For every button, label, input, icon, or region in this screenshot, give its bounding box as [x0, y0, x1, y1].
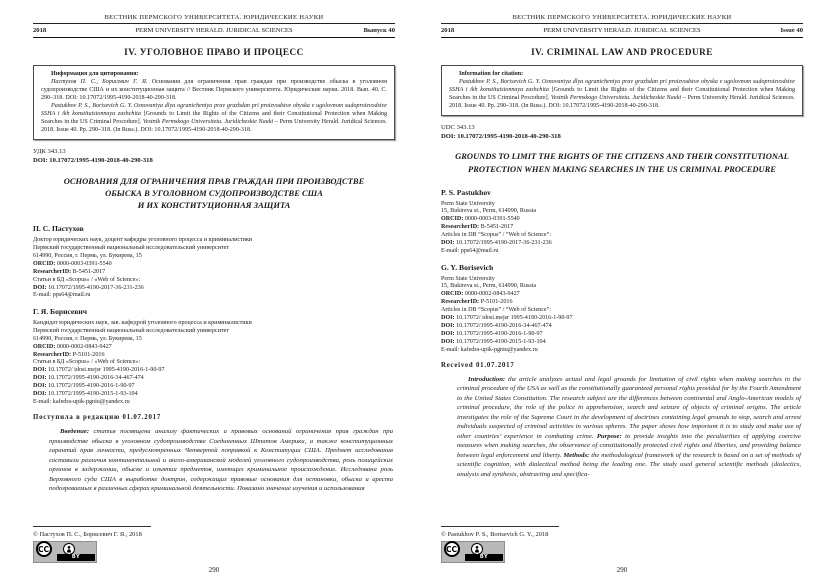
author-address: 15, Bukireva st., Perm, 614990, Russia [441, 283, 537, 290]
journal-title-en: PERM UNIVERSITY HERALD. JURIDICAL SCIENCES [543, 26, 701, 34]
citation-box [33, 65, 395, 140]
journal-subheader [441, 24, 803, 38]
doi-label: DOI: [33, 367, 47, 374]
abstract [457, 375, 801, 480]
doi-label: DOI: [33, 391, 47, 398]
author-affiliation: Perm State University [441, 275, 495, 282]
author-affiliation: Perm State University [441, 200, 495, 207]
citation-transliterated [449, 78, 795, 110]
article-title-line: ОБЫСКА В УГОЛОВНОМ СУДОПРОИЗВОДСТВЕ США [105, 187, 323, 198]
article-title [443, 150, 801, 175]
citation-box-title: Информация для цитирования: [51, 70, 139, 77]
cc-by-label: BY [465, 554, 503, 561]
author-researcher-id [33, 269, 395, 277]
citation-translit-title: Pastukhov P. S., Borisevich G. Y. Osnovaniya dlya ogranicheniya prav grazhdan pri proizvodstve obyska v ugolovnom sudoproizvodstve SSHA i ikh konstitutsionnaya zashchita [449, 78, 795, 93]
author-name: Г. Я. Борисевич [33, 307, 88, 317]
author-block [441, 181, 803, 256]
article-title [35, 175, 393, 212]
citation-box-title: Information for citation: [459, 70, 524, 77]
orcid-label: ORCID: [33, 343, 56, 350]
author-articles-line: Articles in DB “Scopus” / “Web of Science”: [441, 307, 552, 314]
citation-ru-authors: Пастухов П. С., Борисевич Г. Я. [51, 78, 148, 85]
author-details [441, 201, 803, 256]
section-title: IV. УГОЛОВНОЕ ПРАВО И ПРОЦЕСС [124, 46, 304, 57]
udc-line: UDC 343.13 [441, 123, 475, 131]
doi-label: DOI: [441, 330, 455, 337]
abstract-text: the methodological framework of the research is based on a set of methods of scientific cognition, with dialectical method being the leading one. The study used general scientific methods (dialectics, analysis and synthesis, abstracting and specifica- [457, 451, 801, 478]
author-name: П. С. Пастухов [33, 224, 84, 234]
udc-line: УДК 343.13 [33, 147, 66, 155]
doi-label: DOI: [33, 284, 47, 291]
footnote [33, 522, 395, 563]
citation-box [441, 65, 803, 116]
doi-value: 10.17072/1995-4190-2016-1-90-97 [48, 383, 135, 390]
author-doi [441, 339, 803, 347]
author-orcid [33, 344, 395, 352]
journal-issue: Issue 40 [780, 26, 803, 34]
doi-value: 10.17072/1995-4190-2016-1-90-97 [456, 330, 543, 337]
author-details [441, 276, 803, 355]
researcher-id-label: ResearcherID: [441, 299, 480, 306]
article-title-line: ОСНОВАНИЯ ДЛЯ ОГРАНИЧЕНИЯ ПРАВ ГРАЖДАН ПРИ ПРОИЗВОДСТВЕ [63, 175, 365, 186]
author-articles-line: Статьи в БД «Scopus» / «Web of Science»: [33, 276, 141, 283]
author-articles-line: Статьи в БД «Scopus» / «Web of Science»: [33, 359, 141, 366]
author-address: 614990, Россия, г. Пермь, ул. Букирева, 15 [33, 252, 142, 259]
doi-label: DOI: [441, 338, 455, 345]
orcid-value: 0000-0002-0843-9427 [56, 343, 112, 350]
abstract-text: to provide insights into the peculiarities of applying coercive measures when making searches, the observance of constitutionally protected civil rights and liberties, and providing balance between legal enforcement and liberty. [457, 432, 801, 459]
doi-label: DOI: [441, 315, 455, 322]
page-right [410, 0, 820, 580]
person-icon [471, 543, 483, 555]
author-doi [441, 323, 803, 331]
udc-block [441, 124, 803, 142]
abstract [49, 427, 393, 494]
orcid-label: ORCID: [441, 216, 464, 223]
footnote-rule [441, 526, 559, 527]
received-date-line: Received 01.07.2017 [441, 361, 515, 369]
author-name: P. S. Pastukhov [441, 188, 491, 198]
author-affiliation: Пермский государственный национальный исследовательский университет [33, 327, 230, 334]
author-doi [33, 285, 395, 293]
copyright-line: © Пастухов П. С., Борисевич Г. Я., 2018 [33, 530, 142, 538]
orcid-value: 0000-0003-0391-5540 [464, 216, 520, 223]
journal-issue: Выпуск 40 [363, 26, 395, 34]
researcher-id-value: P-5101-2016 [72, 351, 105, 358]
journal-year: 2018 [441, 26, 455, 34]
journal-title-ru: ВЕСТНИК ПЕРМСКОГО УНИВЕРСИТЕТА. ЮРИДИЧЕСКИЕ НАУКИ [441, 14, 803, 24]
citation-transliterated [41, 102, 387, 134]
author-orcid [33, 261, 395, 269]
abstract-text: статья посвящена анализу фактических и правовых оснований ограничения прав граждан при производстве обыска в уголовном судопроизводстве Соединенных Штатов Америки, а также конституционных гарантий прав личности, предусмотренных Четвертой поправкой к Конституции США. Предмет исследования составили различия континентальной и англо-американской моделей уголовного судопроизводства, роль полицейских органов в задержании, обыске и изъятии предметов, имеющих криминальное происхождение. Исследована роль Верховного суда США в выработке доктрин, содержащих правовые основания для остановки, обыска и ареста подозреваемых в различных сферах криминальной деятельности. Показано значение изучения и использования [49, 427, 393, 493]
researcher-id-value: B-5451-2017 [480, 224, 514, 231]
orcid-value: 0000-0002-0843-9427 [464, 291, 520, 298]
udc-block [33, 148, 395, 166]
copyright-line: © Pastukhov P. S., Borisevich G. Y., 2018 [441, 530, 549, 538]
doi-label: DOI: [441, 240, 455, 247]
author-researcher-id [441, 299, 803, 307]
doi-label: DOI: [33, 375, 47, 382]
citation-translit-brackets: [Grounds to Limit the Rights of the Citizens and their Constitutional Protection when Making Searches in the US Criminal Procedure]. [41, 110, 387, 125]
author-address: 15, Bukireva st., Perm, 614990, Russia [441, 208, 537, 215]
author-articles-line: Articles in DB “Scopus” / “Web of Science”: [441, 232, 552, 239]
author-address: 614990, Россия, г. Пермь, ул. Букирева, 15 [33, 335, 142, 342]
received-date-line: Поступила в редакцию 01.07.2017 [33, 413, 162, 421]
author-email: E-mail: pps64@mail.ru [441, 248, 499, 255]
doi-label: DOI: [33, 383, 47, 390]
author-degree: Доктор юридических наук, доцент кафедры уголовного процесса и криминалистики [33, 236, 253, 243]
orcid-label: ORCID: [441, 291, 464, 298]
footnote-rule [33, 526, 151, 527]
doi-value: 10.17072/1995-4190-2015-1-93-104 [456, 338, 546, 345]
author-email: E-mail: kafedra-upik-pgniu@yandex.ru [33, 399, 130, 406]
researcher-id-label: ResearcherID: [441, 224, 480, 231]
article-doi-line: DOI: 10.17072/1995-4190-2018-40-290-318 [441, 132, 561, 140]
journal-year: 2018 [33, 26, 47, 34]
author-name: G. Y. Borisevich [441, 263, 494, 273]
citation-russian [41, 78, 387, 102]
author-email: E-mail: kafedra-upik-pgniu@yandex.ru [441, 346, 538, 353]
doi-value: 10.17072/1995-4190-2016-34-467-474 [456, 323, 552, 330]
abstract-lead-label: Введение: [60, 427, 90, 435]
author-details [33, 237, 395, 300]
footnote [441, 522, 803, 563]
author-affiliation: Пермский государственный национальный исследовательский университет [33, 244, 230, 251]
author-orcid [441, 216, 803, 224]
author-doi [33, 367, 395, 375]
page-number: 290 [208, 566, 220, 574]
author-block [33, 217, 395, 300]
doi-value: 10.17072/ idosi.mejsr 1995-4190-2016-1-90-97 [456, 315, 573, 322]
author-doi [441, 315, 803, 323]
abstract-lead-label: Introduction: [468, 375, 506, 383]
orcid-value: 0000-0003-0391-5540 [56, 260, 112, 267]
cc-icon: CC [444, 541, 460, 557]
author-block [441, 256, 803, 355]
researcher-id-label: ResearcherID: [33, 268, 72, 275]
author-details [33, 320, 395, 407]
doi-value: 10.17072/1995-4190-2015-1-93-104 [48, 391, 138, 398]
article-title-line: PROTECTION WHEN MAKING SEARCHES IN THE US CRIMINAL PROCEDURE [468, 163, 776, 174]
citation-translit-brackets: [Grounds to Limit the Rights of the Citizens and their Constitutional Protection when Making Searches in the US Criminal Procedure]. [449, 86, 795, 101]
section-title: IV. CRIMINAL LAW AND PROCEDURE [531, 46, 713, 57]
page-number: 290 [616, 566, 628, 574]
researcher-id-value: P-5101-2016 [480, 299, 513, 306]
author-doi [441, 331, 803, 339]
article-doi-line: DOI: 10.17072/1995-4190-2018-40-290-318 [33, 156, 153, 164]
article-title-line: GROUNDS TO LIMIT THE RIGHTS OF THE CITIZENS AND THEIR CONSTITUTIONAL [455, 151, 789, 162]
citation-ru-text: Основания для ограничения прав граждан при производстве обыска в уголовном судопроизводстве США и их конституционная защита // Вестник Пермского университета. Юридические науки. 2018. Вып. 40. С. 290–318. DOI: 10.17072/1995-4190-2018-40-290-318. [41, 78, 387, 101]
cc-by-license-badge [441, 541, 505, 563]
author-block [33, 300, 395, 407]
author-email: E-mail: pps64@mail.ru [33, 292, 91, 299]
citation-translit-tail: – Perm University Herald. Juridical Sciences. 2018. Issue 40. Pp. 290–318. (In Russ.). DOI: 10.17072/1995-4190-2018-40-290-318. [449, 94, 795, 109]
author-orcid [441, 291, 803, 299]
cc-icon: CC [36, 541, 52, 557]
author-degree: Кандидат юридических наук, зав. кафедрой уголовного процесса и криминалистики [33, 319, 252, 326]
doi-value: 10.17072/1995-4190-2017-36-231-236 [48, 284, 144, 291]
journal-subheader [33, 24, 395, 38]
author-doi [33, 391, 395, 399]
citation-translit-journal: Vestnik Permskogo Universiteta. Juridicheskie Nauki [142, 118, 274, 125]
cc-by-license-badge [33, 541, 97, 563]
author-doi [33, 375, 395, 383]
citation-translit-tail: – Perm University Herald. Juridical Sciences. 2018. Issue 40. Pp. 290–318. (In Russ.). DOI: 10.17072/1995-4190-2018-40-290-318. [41, 118, 387, 133]
abstract-text: the article analyzes actual and legal grounds for limitation of civil rights when making searches in the criminal procedure of the USA as well as the constitutionally guaranteed personal rights provided for by the Fourth Amendment to the United States Constitution. The research subject are the differences between continental and Anglo-American models of criminal procedure, the role of the police in apprehension, search and seizure of objects of criminal origins. The article investigates the role of the Supreme Court in the development of doctrines containing legal grounds to stop, search and arrest individuals suspected of criminal activities in various spheres. The paper shows how important it is to study and make use of other countries’ experience in combating crime. [457, 375, 801, 440]
doi-value: 10.17072/ idosi.mejsr 1995-4190-2016-1-90-97 [48, 367, 165, 374]
researcher-id-value: B-5451-2017 [72, 268, 106, 275]
author-doi [441, 240, 803, 248]
citation-translit-journal: Vestnik Permskogo Universiteta. Juridicheskie Nauki [550, 94, 682, 101]
citation-translit-title: Pastukhov P. S., Borisevich G. Y. Osnovaniya dlya ogranicheniya prav grazhdan pri proizvodstve obyska v ugolovnom sudoproizvodstve SSHA i ikh konstitutsionnaya zashchita [41, 102, 387, 117]
article-title-line: И ИХ КОНСТИТУЦИОННАЯ ЗАЩИТА [137, 200, 291, 211]
person-icon [63, 543, 75, 555]
author-doi [33, 383, 395, 391]
abstract-lead-label: Purpose: [596, 432, 622, 440]
orcid-label: ORCID: [33, 260, 56, 267]
doi-value: 10.17072/1995-4190-2016-34-467-474 [48, 375, 144, 382]
abstract-lead-label: Methods: [563, 451, 590, 459]
journal-title-ru: ВЕСТНИК ПЕРМСКОГО УНИВЕРСИТЕТА. ЮРИДИЧЕСКИЕ НАУКИ [33, 14, 395, 24]
journal-title-en: PERM UNIVERSITY HERALD. JURIDICAL SCIENCES [135, 26, 293, 34]
doi-value: 10.17072/1995-4190-2017-36-231-236 [456, 240, 552, 247]
doi-label: DOI: [441, 323, 455, 330]
researcher-id-label: ResearcherID: [33, 351, 72, 358]
cc-by-label: BY [57, 554, 95, 561]
